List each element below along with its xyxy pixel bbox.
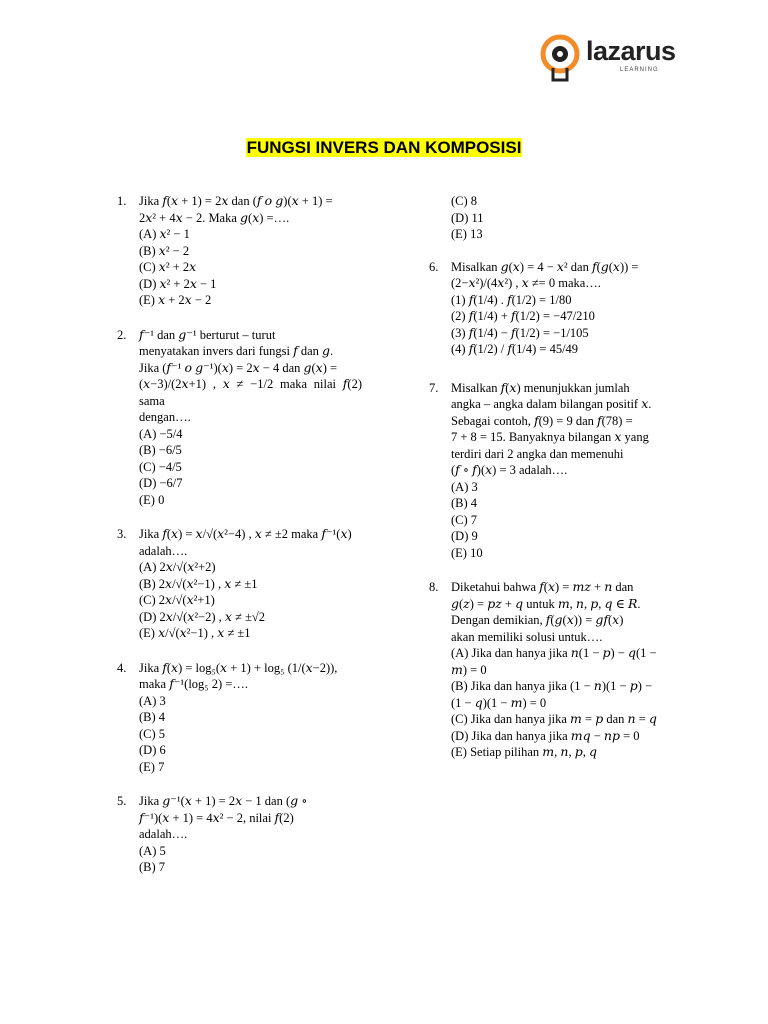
answer-option: (D) −6/7 [139, 476, 183, 490]
answer-option: (D) 2𝑥/√(𝑥²−2) , 𝑥 ≠ ±√2 [139, 609, 266, 624]
question-stem-line: (𝑥−3)/(2𝑥+1) , 𝑥 ≠ −1/2 maka nilai 𝑓(2) sama [139, 377, 362, 408]
question-stem-line: Jika 𝑔⁻¹(𝑥 + 1) = 2𝑥 − 1 dan (𝑔 ∘ [139, 794, 308, 808]
question-stem-line: 𝑓⁻¹)(𝑥 + 1) = 4𝑥² − 2, nilai 𝑓(2) [139, 810, 294, 825]
question-stem-line: Misalkan 𝑓(𝑥) menunjukkan jumlah [451, 380, 630, 395]
answer-option: (E) 𝑥 + 2𝑥 − 2 [139, 293, 212, 307]
answer-option: (B) 4 [451, 496, 478, 510]
answer-option: (D) 11 [451, 210, 484, 225]
answer-option: (E) 10 [451, 545, 483, 560]
right-column [429, 193, 677, 777]
page-title: FUNGSI INVERS DAN KOMPOSISI [246, 138, 522, 157]
answer-option: (A) −5/4 [139, 426, 183, 441]
answer-option: 𝑚) = 0 [451, 662, 487, 677]
answer-option: (E) 13 [451, 227, 483, 241]
question-stem-line: akan memiliki solusi untuk…. [451, 629, 603, 644]
answer-option: (C) 5 [139, 726, 166, 741]
answer-option: (C) 2𝑥/√(𝑥²+1) [139, 593, 215, 607]
answer-option: (1) 𝑓(1/4) . 𝑓(1/2) = 1/80 [451, 292, 572, 307]
question-stem-line: 𝑓⁻¹ dan 𝑔⁻¹ berturut – turut [139, 327, 276, 342]
question-7 [429, 380, 677, 562]
question-number: 6. [429, 259, 439, 274]
answer-option: (4) 𝑓(1/2) / 𝑓(1/4) = 45/49 [451, 342, 579, 356]
question-5-continued [429, 193, 677, 243]
question-stem-line: adalah…. [139, 827, 188, 841]
question-stem-line: Jika (𝑓⁻¹ 𝑜 𝑔⁻¹)(𝑥) = 2𝑥 − 4 dan 𝑔(𝑥) = [139, 360, 338, 375]
answer-option: (A) 5 [139, 843, 166, 858]
question-stem-line: dengan…. [139, 410, 191, 424]
question-2 [117, 327, 362, 509]
answer-option: (E) 𝑥/√(𝑥²−1) , 𝑥 ≠ ±1 [139, 626, 251, 640]
question-stem-line: menyatakan invers dari fungsi 𝑓 dan 𝑔. [139, 344, 334, 358]
answer-option: (A) 𝑥² − 1 [139, 227, 190, 241]
answer-option: (C) 8 [451, 194, 478, 208]
answer-option: (B) −6/5 [139, 443, 182, 457]
brand-name: lazarus [586, 36, 676, 66]
answer-option: (D) 𝑥² + 2𝑥 − 1 [139, 276, 217, 291]
question-number: 7. [429, 380, 439, 395]
question-number: 4. [117, 660, 127, 675]
question-number: 8. [429, 580, 439, 594]
question-8 [429, 579, 677, 761]
question-stem-line: 𝑔(𝑧) = 𝑝𝑧 + 𝑞 untuk 𝑚, 𝑛, 𝑝, 𝑞 ∈ 𝑅. [451, 596, 641, 611]
question-3 [117, 526, 362, 642]
question-4 [117, 660, 362, 776]
lazarus-logo [540, 34, 680, 84]
question-stem-line: Jika 𝑓(𝑥) = log₅(𝑥 + 1) + log₅ (1/(𝑥−2)), [139, 660, 338, 675]
answer-option: (E) 0 [139, 492, 165, 507]
answer-option: (E) 7 [139, 759, 165, 774]
answer-option: (A) 2𝑥/√(𝑥²+2) [139, 560, 216, 574]
question-stem-line: 7 + 8 = 15. Banyaknya bilangan 𝑥 yang [451, 430, 649, 444]
question-number: 1. [117, 194, 127, 208]
answer-option: (B) 𝑥² − 2 [139, 243, 190, 258]
question-stem-line: Misalkan 𝑔(𝑥) = 4 − 𝑥² dan 𝑓(𝑔(𝑥)) = [451, 259, 639, 274]
answer-option: (C) Jika dan hanya jika 𝑚 = 𝑝 dan 𝑛 = 𝑞 [451, 712, 657, 726]
question-stem-line: angka – angka dalam bilangan positif 𝑥. [451, 397, 652, 411]
answer-option: (D) 9 [451, 529, 478, 543]
question-stem-line: Dengan demikian, 𝑓(𝑔(𝑥)) = 𝑔𝑓(𝑥) [451, 613, 624, 627]
question-6 [429, 259, 677, 358]
answer-option: (B) 4 [139, 710, 166, 724]
brand-sub: LEARNING [620, 67, 659, 73]
answer-option: (2) 𝑓(1/4) + 𝑓(1/2) = −47/210 [451, 309, 595, 323]
question-stem-line: 2𝑥² + 4𝑥 − 2. Maka 𝑔(𝑥) =…. [139, 210, 290, 225]
answer-option: (3) 𝑓(1/4) − 𝑓(1/2) = −1/105 [451, 325, 589, 340]
answer-option: (A) 3 [451, 479, 478, 494]
answer-option: (B) 7 [139, 860, 166, 874]
answer-option: (D) Jika dan hanya jika 𝑚𝑞 − 𝑛𝑝 = 0 [451, 728, 640, 743]
question-stem-line: terdiri dari 2 angka dan memenuhi [451, 446, 624, 461]
question-number: 3. [117, 527, 127, 541]
answer-option: (A) Jika dan hanya jika 𝑛(1 − 𝑝) − 𝑞(1 − [451, 646, 657, 660]
question-stem-line: (𝑓 ∘ 𝑓)(𝑥) = 3 adalah…. [451, 463, 568, 477]
question-5 [117, 793, 362, 876]
question-1 [117, 193, 362, 309]
left-column [117, 193, 362, 892]
question-stem-line: Jika 𝑓(𝑥 + 1) = 2𝑥 dan (𝑓 𝑜 𝑔)(𝑥 + 1) = [139, 194, 333, 208]
question-stem-line: adalah…. [139, 543, 188, 558]
answer-option: (C) −4/5 [139, 459, 182, 474]
answer-option: (A) 3 [139, 693, 166, 708]
answer-option: (C) 7 [451, 512, 478, 527]
question-stem-line: (2−𝑥²)/(4𝑥²) , 𝑥 ≠= 0 maka…. [451, 276, 601, 290]
question-number: 2. [117, 327, 127, 342]
answer-option: (C) 𝑥² + 2𝑥 [139, 260, 197, 274]
question-number: 5. [117, 794, 127, 808]
question-stem-line: Diketahui bahwa 𝑓(𝑥) = 𝑚𝑧 + 𝑛 dan [451, 580, 634, 594]
answer-option: (B) Jika dan hanya jika (1 − 𝑛)(1 − 𝑝) − [451, 679, 653, 693]
question-stem-line: maka 𝑓⁻¹(log₅ 2) =…. [139, 677, 248, 691]
question-stem-line: Sebagai contoh, 𝑓(9) = 9 dan 𝑓(78) = [451, 413, 633, 428]
answer-option: (D) 6 [139, 743, 166, 757]
question-stem-line: Jika 𝑓(𝑥) = 𝑥/√(𝑥²−4) , 𝑥 ≠ ±2 maka 𝑓⁻¹(𝑥) [139, 527, 352, 541]
answer-option: (E) Setiap pilihan 𝑚, 𝑛, 𝑝, 𝑞 [451, 745, 597, 759]
answer-option: (B) 2𝑥/√(𝑥²−1) , 𝑥 ≠ ±1 [139, 576, 258, 591]
lazarus-logo-icon [540, 34, 584, 84]
answer-option: (1 − 𝑞)(1 − 𝑚) = 0 [451, 695, 547, 710]
